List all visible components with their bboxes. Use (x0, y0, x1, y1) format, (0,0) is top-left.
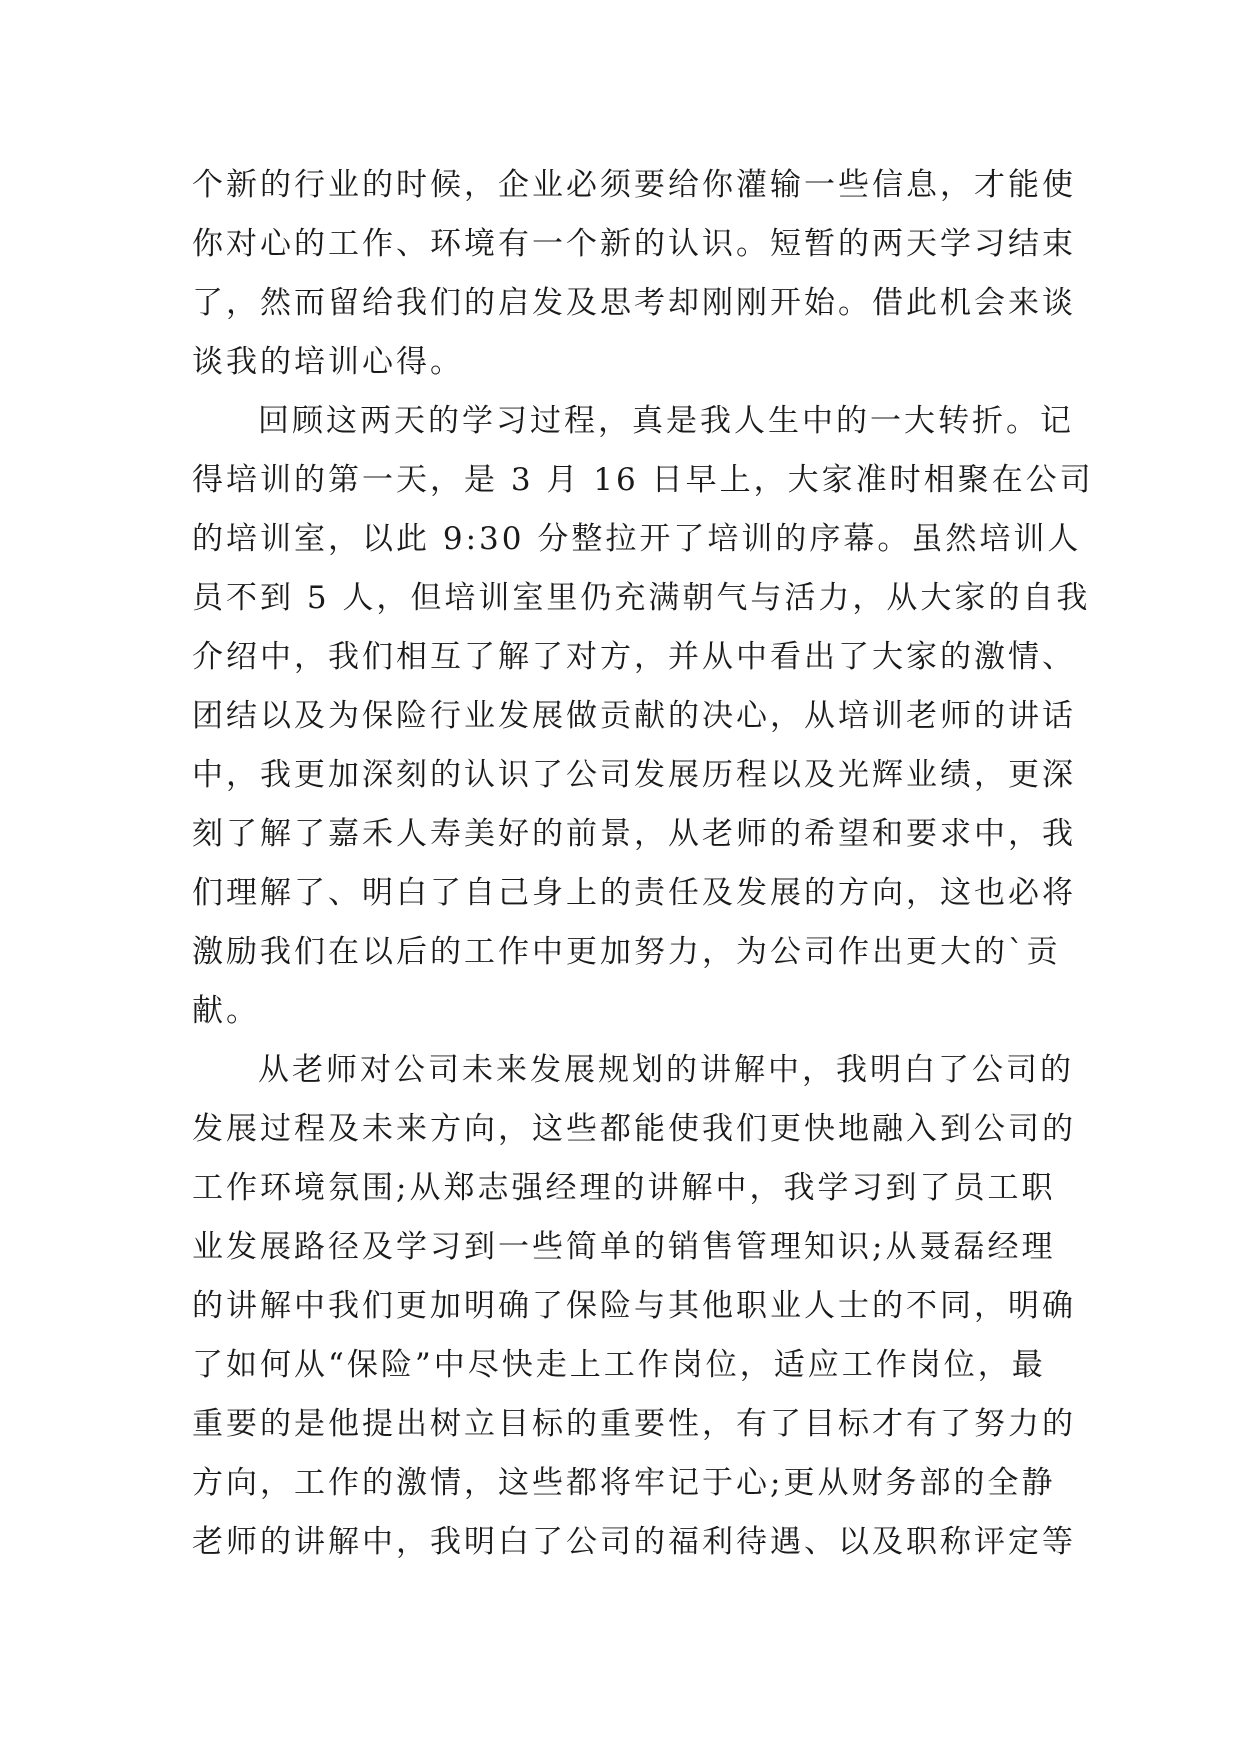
text-line: 业发展路径及学习到一些简单的销售管理知识;从聂磊经理 (192, 1229, 1056, 1265)
text-line: 们理解了、明白了自己身上的责任及发展的方向，这也必将 (192, 875, 1076, 911)
paragraph-start-line: 回顾这两天的学习过程，真是我人生中的一大转折。记 (258, 403, 1074, 439)
text-line: 了，然而留给我们的启发及思考却刚刚开始。借此机会来谈 (192, 285, 1076, 321)
text-line: 工作环境氛围;从郑志强经理的讲解中，我学习到了员工职 (192, 1170, 1056, 1206)
text-line: 老师的讲解中，我明白了公司的福利待遇、以及职称评定等 (192, 1524, 1076, 1560)
text-line: 谈我的培训心得。 (192, 344, 464, 380)
text-line: 介绍中，我们相互了解了对方，并从中看出了大家的激情、 (192, 639, 1076, 675)
text-line: 的培训室，以此 9:30 分整拉开了培训的序幕。虽然培训人 (192, 521, 1082, 557)
text-line: 发展过程及未来方向，这些都能使我们更快地融入到公司的 (192, 1111, 1076, 1147)
text-line: 了如何从“保险”中尽快走上工作岗位，适应工作岗位，最 (192, 1347, 1046, 1383)
text-line: 得培训的第一天，是 3 月 16 日早上，大家准时相聚在公司 (192, 462, 1094, 498)
text-line: 的讲解中我们更加明确了保险与其他职业人士的不同，明确 (192, 1288, 1076, 1324)
text-line: 中，我更加深刻的认识了公司发展历程以及光辉业绩，更深 (192, 757, 1076, 793)
text-line: 员不到 5 人，但培训室里仍充满朝气与活力，从大家的自我 (192, 580, 1091, 616)
body-text (192, 156, 1094, 1572)
text-line: 献。 (192, 993, 260, 1029)
text-line: 刻了解了嘉禾人寿美好的前景，从老师的希望和要求中，我 (192, 816, 1076, 852)
text-line: 激励我们在以后的工作中更加努力，为公司作出更大的`贡 (192, 934, 1061, 970)
text-line: 重要的是他提出树立目标的重要性，有了目标才有了努力的 (192, 1406, 1076, 1442)
text-line: 方向，工作的激情，这些都将牢记于心;更从财务部的全静 (192, 1465, 1056, 1501)
paragraph-start-line: 从老师对公司未来发展规划的讲解中，我明白了公司的 (258, 1052, 1074, 1088)
text-line: 个新的行业的时候，企业必须要给你灌输一些信息，才能使 (192, 167, 1076, 203)
text-line: 团结以及为保险行业发展做贡献的决心，从培训老师的讲话 (192, 698, 1076, 734)
text-line: 你对心的工作、环境有一个新的认识。短暂的两天学习结束 (192, 226, 1076, 262)
